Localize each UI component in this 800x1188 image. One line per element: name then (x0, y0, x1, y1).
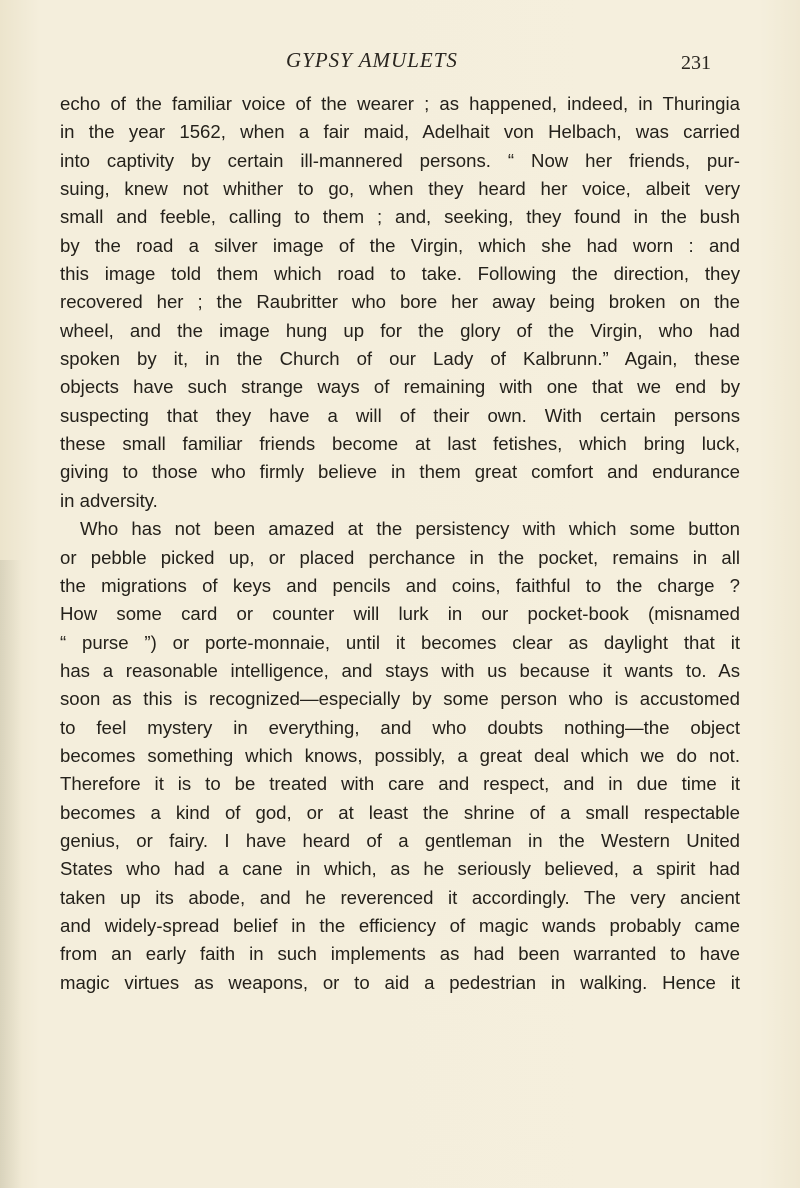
text-line: in the year 1562, when a fair maid, Adelhait von Helbach, was carried (60, 121, 740, 143)
text-line: How some card or counter will lurk in our pocket-book (misnamed (60, 603, 740, 625)
text-line: has a reasonable intelligence, and stays with us because it wants to. As (60, 659, 740, 681)
body-text (60, 90, 740, 997)
text-line: this image told them which road to take. Following the direction, they (60, 263, 740, 285)
text-line: becomes something which knows, possibly, a great deal which we do not. (60, 744, 740, 766)
text-line: giving to those who firmly believe in them great comfort and endurance (60, 461, 740, 483)
text-line: magic virtues as weapons, or to aid a pedestrian in walking. Hence it (60, 971, 740, 993)
text-line: taken up its abode, and he reverenced it accordingly. The very ancient (60, 886, 740, 908)
text-line: wheel, and the image hung up for the glory of the Virgin, who had (60, 319, 740, 341)
text-line: by the road a silver image of the Virgin, which she had worn : and (60, 234, 740, 256)
text-line: soon as this is recognized—especially by some person who is accustomed (60, 688, 740, 710)
text-line: or pebble picked up, or placed perchance in the pocket, remains in all (60, 546, 740, 568)
text-line: “ purse ”) or porte-monnaie, until it becomes clear as daylight that it (60, 631, 740, 653)
text-line: becomes a kind of god, or at least the shrine of a small respectable (60, 801, 740, 823)
text-line: echo of the familiar voice of the wearer ; as happened, indeed, in Thuringia (60, 93, 740, 114)
paragraph-end-line: in adversity. (60, 489, 158, 511)
text-line: spoken by it, in the Church of our Lady of Kalbrunn.” Again, these (60, 348, 740, 370)
text-line: suspecting that they have a will of their own. With certain persons (60, 404, 740, 426)
text-line: genius, or fairy. I have heard of a gentleman in the Western United (60, 829, 740, 851)
text-line: recovered her ; the Raubritter who bore her away being broken on the (60, 291, 740, 313)
text-line: States who had a cane in which, as he seriously believed, a spirit had (60, 858, 740, 880)
page-edge-shadow (0, 560, 22, 1188)
text-line: suing, knew not whither to go, when they heard her voice, albeit very (60, 178, 740, 200)
text-line: into captivity by certain ill-mannered persons. “ Now her friends, pur- (60, 149, 740, 171)
paragraph-start-line: Who has not been amazed at the persistency with which some button (80, 518, 740, 540)
text-line: these small familiar friends become at last fetishes, which bring luck, (60, 433, 740, 455)
text-line: Therefore it is to be treated with care and respect, and in due time it (60, 773, 740, 795)
page-number: 231 (681, 52, 711, 74)
text-line: and widely-spread belief in the efficiency of magic wands probably came (60, 914, 740, 936)
text-line: objects have such strange ways of remaining with one that we end by (60, 376, 740, 398)
text-line: from an early faith in such implements as had been warranted to have (60, 943, 740, 965)
running-title: GYPSY AMULETS (286, 48, 458, 72)
text-line: the migrations of keys and pencils and coins, faithful to the charge ? (60, 574, 740, 596)
text-line: small and feeble, calling to them ; and, seeking, they found in the bush (60, 206, 740, 228)
text-line: to feel mystery in everything, and who doubts nothing—the object (60, 716, 740, 738)
